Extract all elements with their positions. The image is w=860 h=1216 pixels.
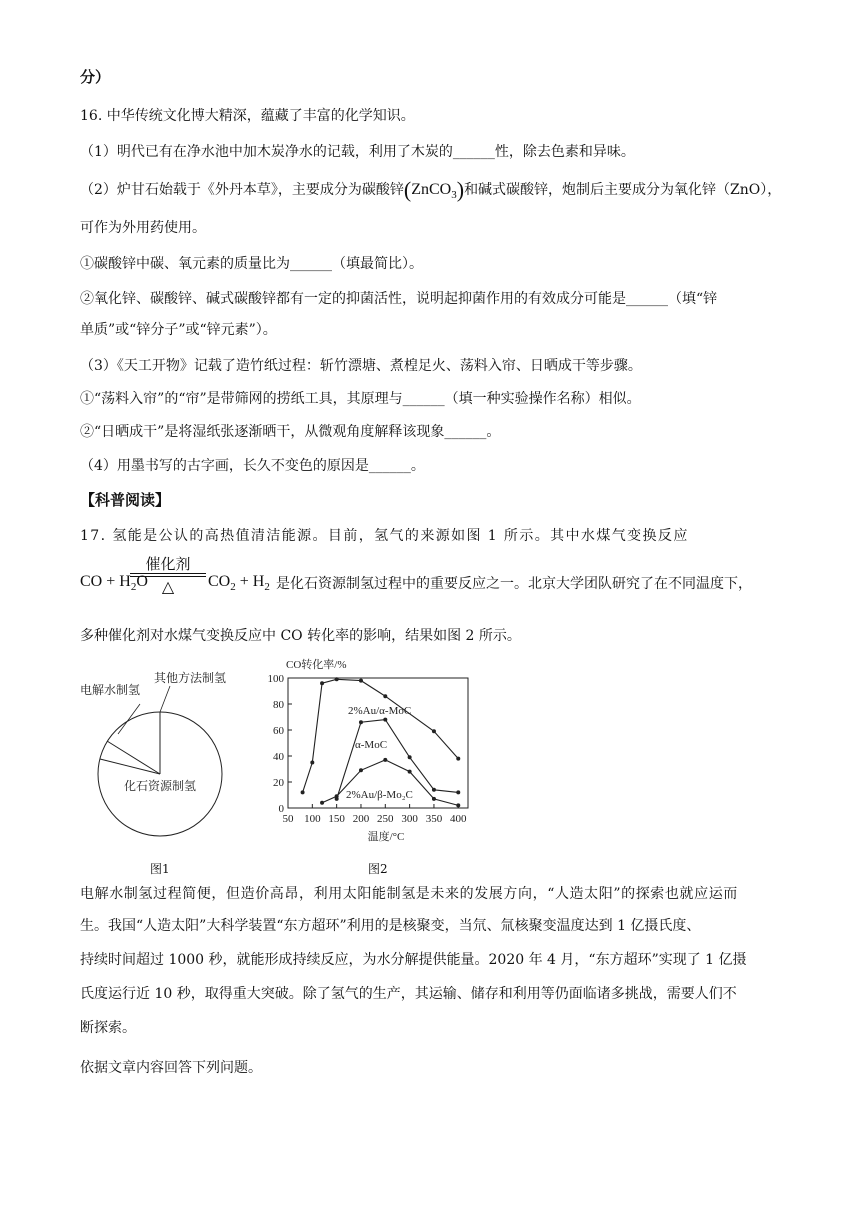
leader-other [160, 686, 170, 712]
data-point [310, 761, 314, 765]
series-line [337, 720, 459, 799]
data-point [408, 770, 412, 774]
catalyst-label: 催化剂 [145, 555, 191, 573]
data-point [456, 757, 460, 761]
x-tick-label: 50 [282, 813, 294, 825]
x-tick-label: 250 [377, 813, 394, 825]
x-tick-label: 200 [352, 813, 370, 825]
pie-divider-left [100, 759, 160, 774]
section-heading: 【科普阅读】 [80, 491, 171, 509]
data-point [359, 679, 363, 683]
y-tick-label: 80 [273, 699, 284, 711]
figure-1 [78, 662, 258, 862]
formula-znco3: (ZnCO$_3$) [403, 177, 465, 202]
x-tick-label: 350 [425, 813, 443, 825]
figure-1-caption-text: 图1 [150, 862, 170, 876]
label-electrolysis: 电解水制氢 [80, 683, 141, 697]
data-point [383, 758, 387, 762]
y-tick-label: 20 [273, 777, 284, 789]
data-point [320, 681, 324, 685]
paragraph-line-5: 断探索。 [80, 1020, 136, 1036]
question-16-part-3: （3）《天工开物》记载了造竹纸过程：斩竹漂塘、煮楻足火、荡料入帘、日晒成干等步骤。 [80, 358, 642, 374]
paragraph-line-6: 依据文章内容回答下列问题。 [80, 1060, 262, 1076]
y-axis-label: CO转化率/% [286, 659, 347, 671]
data-point [335, 794, 339, 798]
data-point [432, 729, 436, 733]
equation-condition [130, 556, 206, 595]
data-point [432, 797, 436, 801]
pie-divider-upper-left [107, 741, 160, 774]
label-fossil: 化石资源制氢 [124, 779, 197, 793]
question-16-part-2-cont: 可作为外用药使用。 [80, 220, 206, 236]
question-16-part-3-sub-1: ①“荡料入帘”的“帘”是带筛网的捞纸工具，其原理与______（填一种实验操作名称）相似。 [80, 391, 641, 407]
series-label: 2%Au/α-MoC [348, 705, 412, 717]
question-17-stem-cont-2: 多种催化剂对水煤气变换反应中 CO 转化率的影响，结果如图 2 所示。 [80, 628, 521, 644]
heading-fragment: 分） [80, 68, 111, 86]
equation-right: $CO_2 + H_2$ [208, 573, 270, 593]
question-16-sub-1: ①碳酸锌中碳、氧元素的质量比为______（填最简比）。 [80, 256, 423, 272]
y-tick-label: 0 [278, 803, 284, 815]
part-2-text-b: 和碱式碳酸锌，炮制后主要成分为氧化锌（ZnO）， [464, 182, 782, 198]
leader-electrolysis [118, 704, 140, 734]
data-point [383, 694, 387, 698]
question-16-sub-2: ②氧化锌、碳酸锌、碱式碳酸锌都有一定的抑菌活性，说明起抑菌作用的有效成分可能是______（填“锌 [80, 291, 718, 307]
data-point [359, 720, 363, 724]
figure-2-chart [258, 650, 478, 860]
question-16-part-3-sub-2: ②“日晒成干”是将湿纸张逐渐晒干，从微观角度解释该现象______。 [80, 424, 501, 440]
paragraph-line-2: 生。我国“人造太阳”大科学装置“东方超环”利用的是核聚变，当氘、氚核聚变温度达到 1 亿摄氏度、 [80, 918, 701, 934]
y-tick-label: 40 [273, 751, 284, 763]
series-label: 2%Au/β-Mo₂C [346, 789, 413, 801]
x-tick-label: 400 [450, 813, 467, 825]
y-tick-label: 100 [267, 673, 284, 685]
data-point [335, 677, 339, 681]
equation-left: CO + $H_2O$ [80, 573, 148, 593]
question-17-stem: 17. 氢能是公认的高热值清洁能源。目前，氢气的来源如图 1 所示。其中水煤气变换反应 [80, 528, 689, 544]
question-16-part-2 [80, 177, 782, 205]
x-tick-label: 100 [304, 813, 321, 825]
question-16-part-1: （1）明代已有在净水池中加木炭净水的记载，利用了木炭的______性，除去色素和异味。 [80, 144, 635, 160]
question-17-stem-cont: 是化石资源制氢过程中的重要反应之一。北京大学团队研究了在不同温度下， [276, 576, 752, 592]
question-16-part-4: （4）用墨书写的古字画，长久不变色的原因是______。 [80, 458, 425, 474]
data-point [320, 801, 324, 805]
data-point [456, 790, 460, 794]
data-point [359, 768, 363, 772]
data-point [456, 803, 460, 807]
paragraph-line-4: 氏度运行近 10 秒，取得重大突破。除了氢气的生产，其运输、储存和利用等仍面临诸多挑战，需要人们不 [80, 986, 737, 1002]
data-point [432, 788, 436, 792]
x-tick-label: 300 [401, 813, 418, 825]
label-other: 其他方法制氢 [154, 671, 227, 685]
y-tick-label: 60 [273, 725, 284, 737]
data-point [408, 755, 412, 759]
data-point [301, 790, 305, 794]
question-16-sub-2-cont: 单质”或“锌分子”或“锌元素”）。 [80, 322, 277, 338]
question-16-stem: 16. 中华传统文化博大精深，蕴藏了丰富的化学知识。 [80, 108, 415, 124]
data-point [383, 718, 387, 722]
paragraph-line-3: 持续时间超过 1000 秒，就能形成持续反应，为水分解提供能量。2020 年 4 月，“东方超环”实现了 1 亿摄 [80, 952, 747, 968]
series-label: α-MoC [355, 739, 388, 751]
paragraph-line-1: 电解水制氢过程简便，但造价高昂，利用太阳能制氢是未来的发展方向，“人造太阳”的探索也就应运而 [80, 886, 738, 902]
heat-symbol: △ [161, 577, 175, 596]
part-2-text-a: （2）炉甘石始载于《外丹本草》，主要成分为碳酸锌 [80, 182, 404, 198]
figure-2-caption: 图2 [368, 862, 388, 876]
series-line [303, 679, 459, 792]
x-axis-label: 温度/°C [367, 831, 405, 843]
x-tick-label: 150 [328, 813, 345, 825]
